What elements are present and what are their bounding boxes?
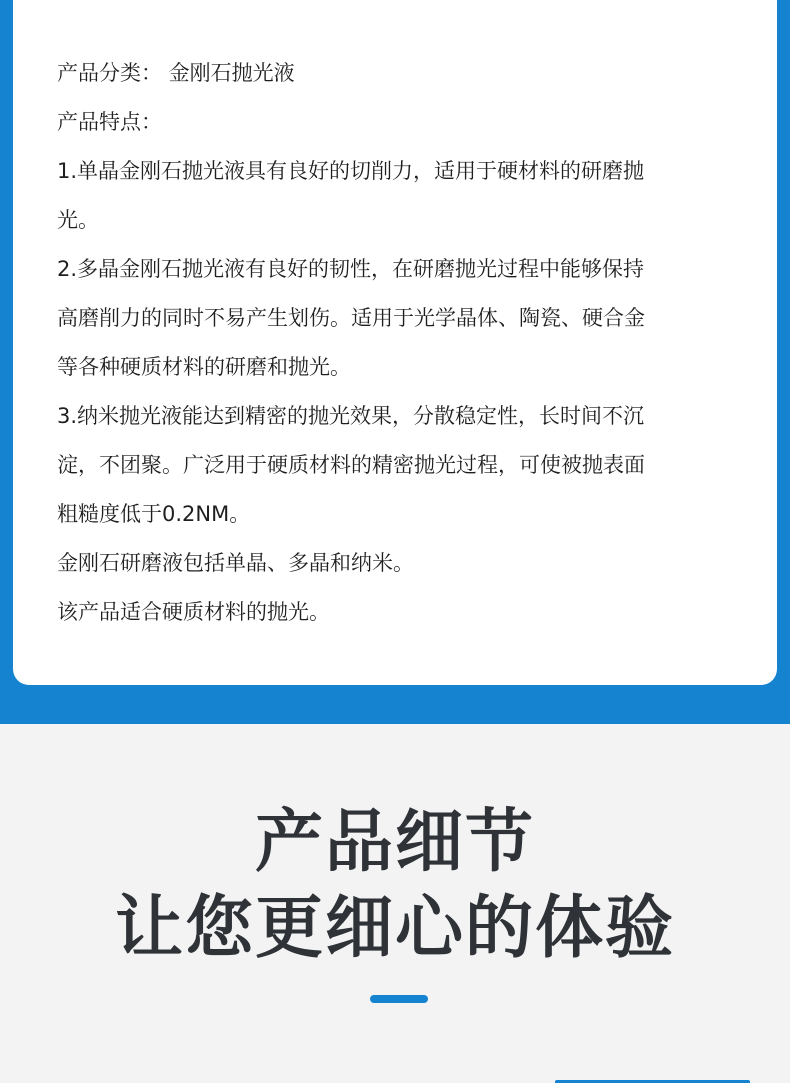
feature-line: 粗糙度低于0.2NM。 [57,502,251,526]
summary-line: 金刚石研磨液包括单晶、多晶和纳米。 [57,551,414,575]
feature-line: 1.单晶金刚石抛光液具有良好的切削力，适用于硬材料的研磨抛 [57,159,645,183]
accent-divider [370,995,428,1003]
detail-heading-subtitle: 让您更细心的体验 [114,888,675,968]
product-category-line: 产品分类： 金刚石抛光液 [57,61,295,85]
product-info-text [57,49,747,637]
feature-line: 光。 [57,208,99,232]
feature-line: 2.多晶金刚石抛光液有良好的韧性，在研磨抛光过程中能够保持 [57,257,645,281]
summary-line: 该产品适合硬质材料的抛光。 [57,600,330,624]
product-info-card [13,0,777,685]
feature-line: 淀，不团聚。广泛用于硬质材料的精密抛光过程，可使被抛表面 [57,453,645,477]
detail-heading-title: 产品细节 [254,802,535,882]
feature-line: 等各种硬质材料的研磨和抛光。 [57,355,351,379]
product-features-label: 产品特点： [57,110,162,134]
feature-line: 高磨削力的同时不易产生划伤。适用于光学晶体、陶瓷、硬合金 [57,306,645,330]
feature-line: 3.纳米抛光液能达到精密的抛光效果，分散稳定性，长时间不沉 [57,404,645,428]
